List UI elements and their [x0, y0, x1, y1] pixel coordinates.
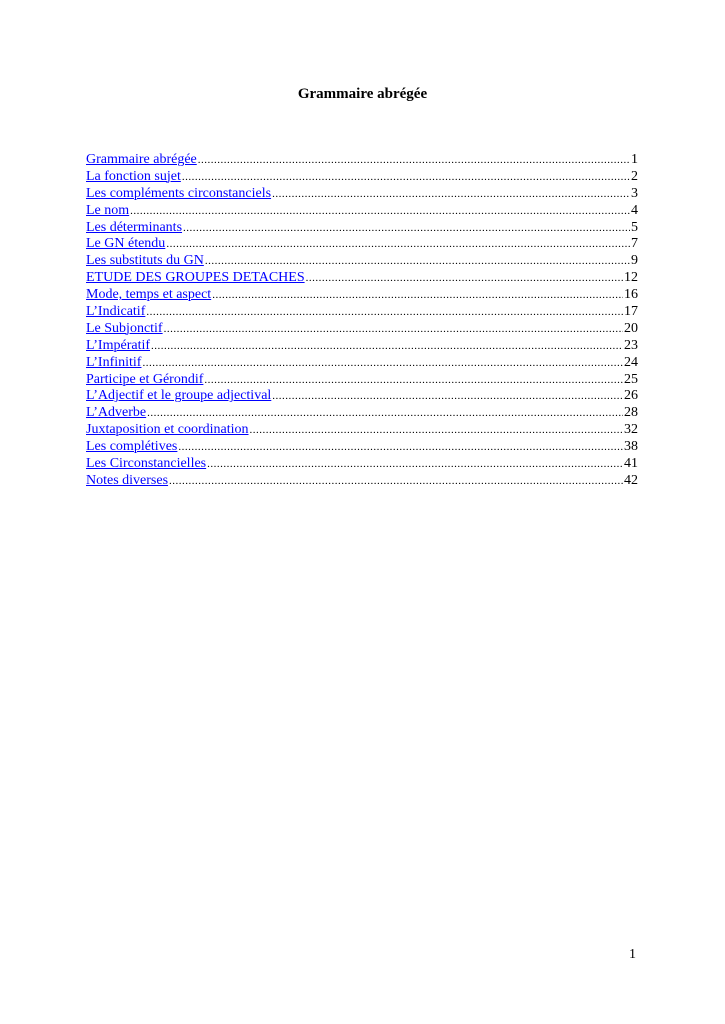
toc-entry-link[interactable]: Les Circonstancielles: [86, 456, 207, 472]
table-of-contents: [86, 152, 638, 490]
toc-dot-leader: [204, 372, 623, 389]
toc-entry[interactable]: [86, 473, 638, 490]
toc-dot-leader: [147, 405, 623, 422]
toc-entry-link[interactable]: Notes diverses: [86, 472, 169, 488]
toc-entry[interactable]: [86, 372, 638, 389]
toc-entry[interactable]: [86, 220, 638, 237]
toc-entry-page: 41: [624, 456, 638, 472]
toc-entry-page: 16: [624, 287, 638, 303]
toc-entry-page: 17: [624, 304, 638, 320]
toc-entry[interactable]: [86, 355, 638, 372]
toc-entry-link[interactable]: L’Impératif: [86, 337, 151, 353]
toc-dot-leader: [151, 338, 623, 355]
toc-entry-page: 28: [624, 405, 638, 421]
toc-entry-link[interactable]: L’Adverbe: [86, 405, 147, 421]
toc-entry-link[interactable]: Les substituts du GN: [86, 253, 204, 269]
toc-dot-leader: [169, 473, 623, 490]
toc-dot-leader: [198, 152, 630, 169]
toc-entry-page: 1: [631, 152, 638, 167]
toc-entry-link[interactable]: Les complétives: [86, 439, 178, 455]
toc-entry[interactable]: [86, 388, 638, 405]
toc-entry-page: 38: [624, 439, 638, 455]
toc-entry-link[interactable]: Le nom: [86, 202, 130, 218]
toc-entry-page: 2: [631, 168, 638, 184]
toc-dot-leader: [212, 287, 623, 304]
toc-entry-page: 4: [631, 202, 638, 218]
page-number: 1: [629, 947, 636, 962]
toc-entry[interactable]: [86, 236, 638, 253]
toc-dot-leader: [306, 270, 623, 287]
toc-entry[interactable]: [86, 253, 638, 270]
toc-entry-link[interactable]: Mode, temps et aspect: [86, 287, 212, 303]
toc-entry[interactable]: [86, 203, 638, 220]
toc-entry-link[interactable]: L’Infinitif: [86, 354, 142, 370]
toc-entry-page: 25: [624, 371, 638, 387]
toc-dot-leader: [146, 304, 623, 321]
toc-entry-page: 32: [624, 422, 638, 438]
toc-dot-leader: [207, 456, 623, 473]
toc-entry-link[interactable]: L’Adjectif et le groupe adjectival: [86, 388, 272, 404]
toc-entry[interactable]: [86, 304, 638, 321]
toc-entry-page: 23: [624, 337, 638, 353]
toc-entry-page: 5: [631, 219, 638, 235]
toc-entry[interactable]: [86, 169, 638, 186]
toc-entry-page: 42: [624, 472, 638, 488]
toc-entry[interactable]: [86, 456, 638, 473]
toc-dot-leader: [142, 355, 623, 372]
toc-dot-leader: [272, 186, 630, 203]
toc-dot-leader: [183, 220, 630, 237]
toc-entry-link[interactable]: Juxtaposition et coordination: [86, 422, 249, 438]
toc-dot-leader: [250, 422, 623, 439]
toc-entry-link[interactable]: ETUDE DES GROUPES DETACHES: [86, 270, 305, 286]
toc-dot-leader: [182, 169, 630, 186]
toc-dot-leader: [272, 388, 623, 405]
toc-entry-link[interactable]: L’Indicatif: [86, 304, 146, 320]
toc-entry-page: 9: [631, 253, 638, 269]
toc-dot-leader: [205, 253, 630, 270]
toc-entry-page: 12: [624, 270, 638, 286]
toc-dot-leader: [130, 203, 630, 220]
toc-entry-link[interactable]: Grammaire abrégée: [86, 152, 197, 167]
toc-entry[interactable]: [86, 422, 638, 439]
toc-entry[interactable]: [86, 152, 638, 169]
toc-entry-page: 3: [631, 185, 638, 201]
toc-entry[interactable]: [86, 270, 638, 287]
toc-entry-link[interactable]: La fonction sujet: [86, 168, 181, 184]
toc-entry-link[interactable]: Les compléments circonstanciels: [86, 185, 272, 201]
toc-entry[interactable]: [86, 186, 638, 203]
page-title: Grammaire abrégée: [297, 86, 428, 102]
toc-entry-page: 26: [624, 388, 638, 404]
toc-entry-link[interactable]: Les déterminants: [86, 219, 183, 235]
toc-entry-page: 24: [624, 354, 638, 370]
toc-entry[interactable]: [86, 287, 638, 304]
toc-entry-page: 20: [624, 320, 638, 336]
toc-entry-link[interactable]: Participe et Gérondif: [86, 371, 204, 387]
toc-dot-leader: [166, 236, 630, 253]
toc-entry-link[interactable]: Le Subjonctif: [86, 320, 163, 336]
toc-entry[interactable]: [86, 321, 638, 338]
toc-dot-leader: [164, 321, 623, 338]
toc-entry-page: 7: [631, 236, 638, 252]
toc-entry[interactable]: [86, 338, 638, 355]
toc-entry-link[interactable]: Le GN étendu: [86, 236, 166, 252]
toc-entry[interactable]: [86, 405, 638, 422]
toc-dot-leader: [178, 439, 623, 456]
toc-entry[interactable]: [86, 439, 638, 456]
